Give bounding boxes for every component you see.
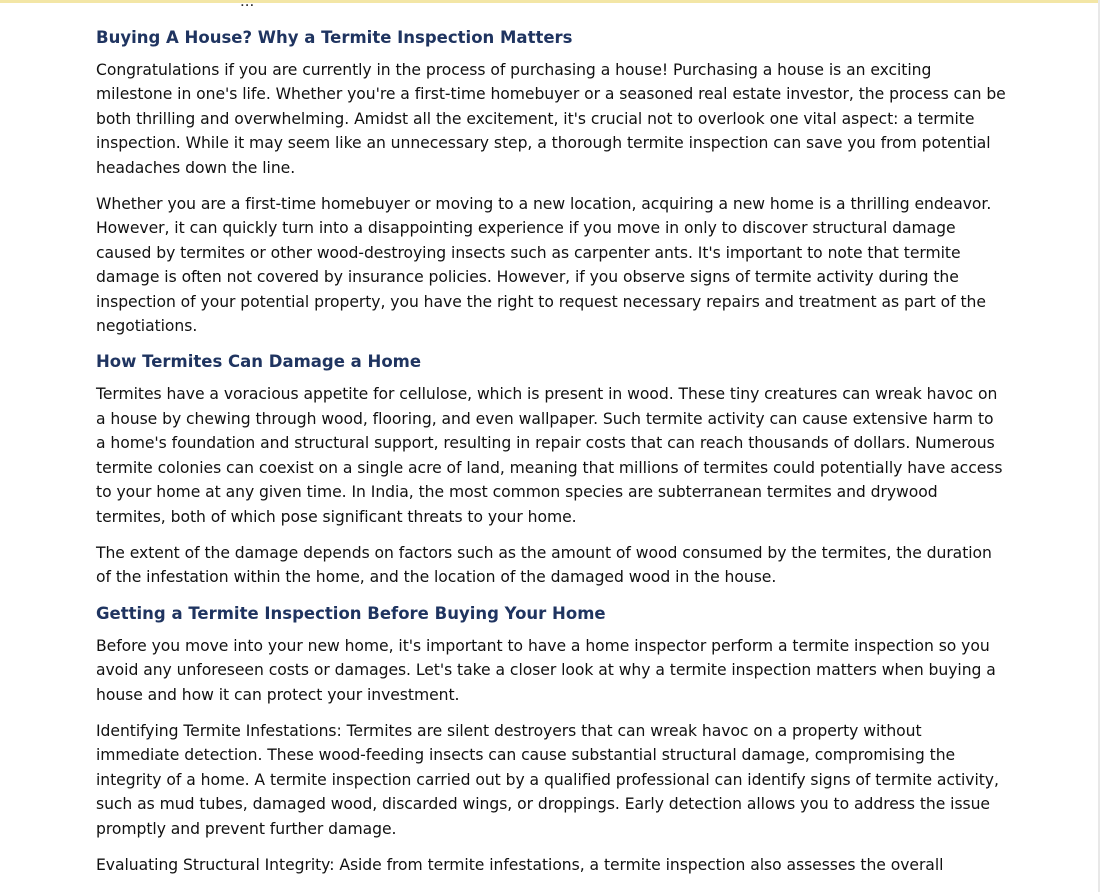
section-heading: How Termites Can Damage a Home — [96, 352, 422, 372]
section-heading: Buying A House? Why a Termite Inspection Matters — [96, 28, 573, 47]
paragraph: Whether you are a first-time homebuyer or moving to a new location, acquiring a new home is a thrilling endeavor. However, it can quickly turn into a disappointing experience if you move in only to discover structural damage caused by termites or other wood-destroying insects such as carpenter ants. It's important to note that termite damage is often not covered by insurance policies. However, if you observe signs of termite activity during the inspection of your potential property, you have the right to request necessary repairs and treatment as part of the negotiations. — [96, 195, 992, 336]
paragraph: The extent of the damage depends on factors such as the amount of wood consumed by the termites, the duration of the infestation within the home, and the location of the damaged wood in the house. — [96, 543, 992, 587]
top-divider — [0, 0, 1100, 3]
paragraph: Before you move into your new home, it's important to have a home inspector perform a termite inspection so you avoid any unforeseen costs or damages. Let's take a closer look at why a termite inspection matters when buying a house and how it can protect your investment. — [96, 636, 996, 704]
section-getting-inspection — [96, 602, 1006, 878]
section-buying-a-house — [96, 26, 1006, 338]
document-page — [96, 26, 1006, 889]
paragraph: Congratulations if you are currently in the process of purchasing a house! Purchasing a house is an exciting milestone in one's life. Whether you're a first-time homebuyer or a seasoned real estate investor, the process can be both thrilling and overwhelming. Amidst all the excitement, it's crucial not to overlook one vital aspect: a termite inspection. While it may seem like an unnecessary step, a thorough termite inspection can save you from potential headaches down the line. — [96, 61, 1006, 177]
paragraph: Termites have a voracious appetite for cellulose, which is present in wood. These tiny creatures can wreak havoc on a house by chewing through wood, flooring, and even wallpaper. Such termite activity can cause extensive harm to a home's foundation and structural support, resulting in repair costs that can reach thousands of dollars. Numerous termite colonies can coexist on a single acre of land, meaning that millions of termites could potentially have access to your home at any given time. In India, the most common species are subterranean termites and drywood termites, both of which pose significant threats to your home. — [96, 385, 1003, 526]
cut-off-top-text: ... — [240, 0, 255, 10]
section-heading: Getting a Termite Inspection Before Buying Your Home — [96, 603, 606, 623]
paragraph: Identifying Termite Infestations: Termites are silent destroyers that can wreak havoc on a property without immediate detection. These wood-feeding insects can cause substantial structural damage, compromising the integrity of a home. A termite inspection carried out by a qualified professional can identify signs of termite activity, such as mud tubes, damaged wood, discarded wings, or droppings. Early detection allows you to address the issue promptly and prevent further damage. — [96, 721, 999, 838]
paragraph-cut-off: Evaluating Structural Integrity: Aside from termite infestations, a termite inspection also assesses the overall — [96, 855, 944, 874]
section-how-termites-damage — [96, 350, 1006, 589]
